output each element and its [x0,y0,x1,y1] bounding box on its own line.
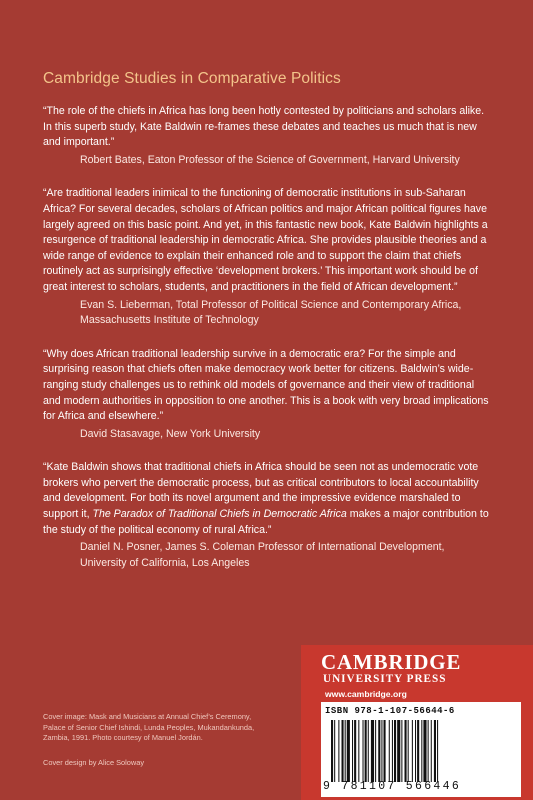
attribution-line: Massachusetts Institute of Technology [80,314,259,327]
quote-attribution [80,427,491,443]
cover-image-credit: Cover image: Mask and Musicians at Annual Chief’s Ceremony, Palace of Senior Chief Ishindi, Lunda Peoples, Mukandankunda, Zambia, 1991. Photo courtesy of Manuel Jordán. [43,712,255,743]
barcode [321,702,521,797]
publisher-name: CAMBRIDGE [321,650,462,674]
isbn: ISBN 978-1-107-56644-6 [325,706,455,716]
quote-lieberman [43,186,491,328]
attribution-line: Evan S. Lieberman, Total Professor of Political Science and Contemporary Africa, [80,298,462,311]
series-title: Cambridge Studies in Comparative Politics [43,70,341,87]
quote-text [43,460,491,538]
publisher-subname: UNIVERSITY PRESS [323,673,447,685]
attribution-line: Robert Bates, Eaton Professor of the Science of Government, Harvard University [80,153,460,166]
attribution-line: Daniel N. Posner, James S. Coleman Professor of International Development, [80,541,445,554]
quote-text-part: makes a major contribution to the study of the political economy of rural Africa.” [43,508,489,536]
book-title: The Paradox of Traditional Chiefs in Democratic Africa [92,508,347,521]
quote-posner [43,460,491,571]
endorsements [43,104,491,589]
quote-text-part: “Kate Baldwin shows that traditional chiefs in Africa should be seen not as undemocratic vote brokers who pervert the democratic process, but as critical contributors to local accountability and development. For both its novel argument and the impressive evidence marshaled to support it, [43,461,479,521]
barcode-bars [331,720,511,782]
publisher-url: www.cambridge.org [325,689,407,699]
quote-text: “Are traditional leaders inimical to the functioning of democratic institutions in sub-Saharan Africa? For several decades, scholars of African politics and major African political figures have largely agreed on this basic point. And yet, in this fantastic new book, Kate Baldwin highlights a resurgence of traditional leadership in democratic Africa. She provides plausible theories and a wide range of evidence to explain their enhanced role and to support the claim that chiefs routinely act as surprisingly effective ‘development brokers.’ This important work should be of great interest to scholars, students, and practitioners in the field of African development.” [43,187,488,293]
quote-stasavage [43,347,491,443]
publisher-panel [301,645,533,800]
quote-bates [43,104,491,168]
attribution-line: University of California, Los Angeles [80,556,250,569]
barcode-digits: 9 781107 566446 [323,780,462,793]
publisher-logo [321,651,461,686]
cover-design-credit: Cover design by Alice Soloway [43,758,145,767]
quote-text: “The role of the chiefs in Africa has long been hotly contested by politicians and scholars alike. In this superb study, Kate Baldwin re-frames these debates and teaches us much that is new and important.” [43,105,485,149]
quote-attribution [80,540,491,571]
quote-attribution [80,153,491,169]
attribution-line: David Stasavage, New York University [80,427,261,440]
quote-text: “Why does African traditional leadership survive in a democratic era? For the simple and surprising reason that chiefs often make democracy work better for citizens. Baldwin’s wide-ranging study challenges us to rethink old models of governance and their view of traditional and modern authorities in opposition to one another. This is a book with very broad implications for Africa and elsewhere.” [43,347,489,423]
quote-attribution [80,298,491,329]
